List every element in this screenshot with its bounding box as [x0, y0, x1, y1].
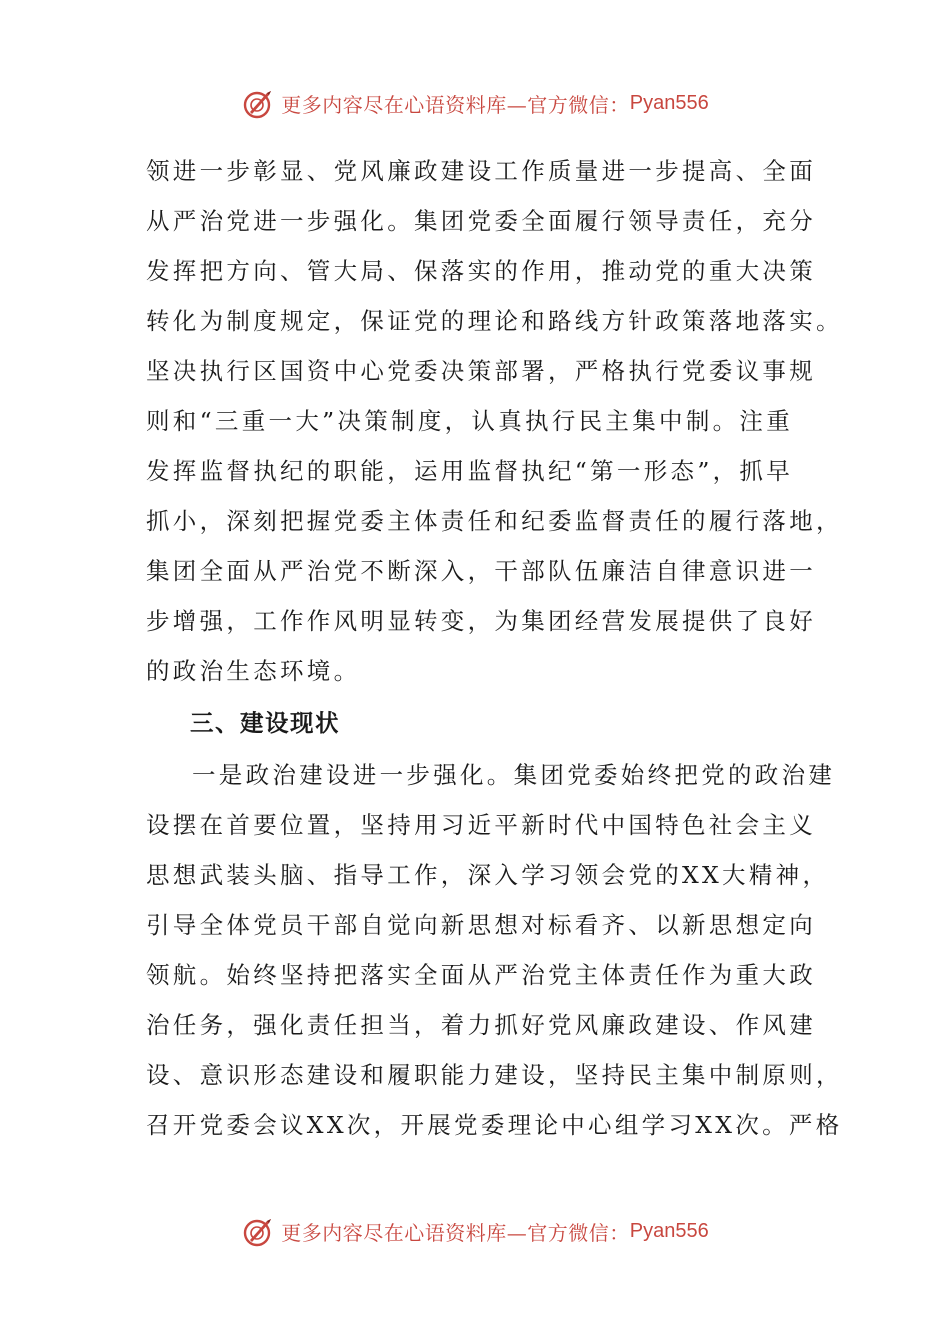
text-line: 一是政治建设进一步强化。集团党委始终把党的政治建 — [192, 761, 836, 789]
wechat-id: Pyan556 — [629, 91, 709, 114]
text-line: 召开党委会议XX次，开展党委理论中心组学习XX次。严格 — [146, 1111, 843, 1139]
text-line: 思想武装头脑、指导工作，深入学习领会党的XX大精神， — [146, 861, 830, 889]
text-line: 坚决执行区国资中心党委决策部署，严格执行党委议事规 — [146, 357, 816, 385]
text-line: 引导全体党员干部自觉向新思想对标看齐、以新思想定向 — [146, 911, 816, 939]
footer-banner — [0, 1211, 950, 1251]
banner-text: 更多内容尽在心语资料库—官方微信： — [281, 92, 630, 117]
wechat-id: Pyan556 — [629, 1219, 709, 1242]
document-body — [146, 146, 843, 1150]
paragraph-2 — [146, 750, 843, 1150]
text-line: 转化为制度规定，保证党的理论和路线方针政策落地落实。 — [146, 307, 843, 335]
section-heading: 三、建设现状 — [190, 709, 340, 737]
text-line: 发挥把方向、管大局、保落实的作用，推动党的重大决策 — [146, 257, 816, 285]
paragraph-1 — [146, 146, 843, 696]
banner-text: 更多内容尽在心语资料库—官方微信： — [281, 1220, 630, 1245]
text-line: 抓小，深刻把握党委主体责任和纪委监督责任的履行落地， — [146, 507, 843, 535]
text-line: 集团全面从严治党不断深入，干部队伍廉洁自律意识进一 — [146, 557, 816, 585]
pen-logo-icon — [241, 1213, 277, 1249]
text-line: 则和“三重一大”决策制度，认真执行民主集中制。注重 — [146, 407, 794, 435]
text-line: 发挥监督执纪的职能，运用监督执纪“第一形态”，抓早 — [146, 457, 794, 485]
text-line: 设、意识形态建设和履职能力建设，坚持民主集中制原则， — [146, 1061, 843, 1089]
text-line: 的政治生态环境。 — [146, 657, 361, 685]
text-line: 领航。始终坚持把落实全面从严治党主体责任作为重大政 — [146, 961, 816, 989]
text-line: 设摆在首要位置，坚持用习近平新时代中国特色社会主义 — [146, 811, 816, 839]
text-line: 从严治党进一步强化。集团党委全面履行领导责任，充分 — [146, 207, 816, 235]
header-banner — [0, 83, 950, 123]
text-line: 治任务，强化责任担当，着力抓好党风廉政建设、作风建 — [146, 1011, 816, 1039]
text-line: 步增强，工作作风明显转变，为集团经营发展提供了良好 — [146, 607, 816, 635]
pen-logo-icon — [241, 85, 277, 121]
text-line: 领进一步彰显、党风廉政建设工作质量进一步提高、全面 — [146, 157, 816, 185]
